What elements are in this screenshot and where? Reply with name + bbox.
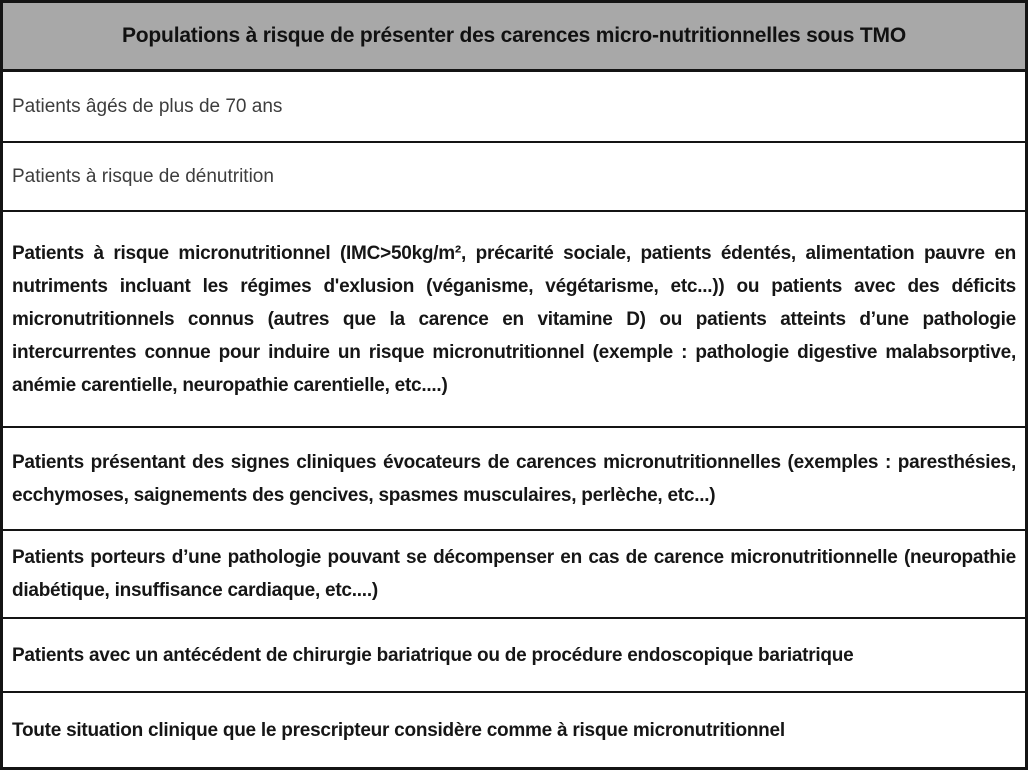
row-text: Patients à risque micronutritionnel (IMC>50kg/m², précarité sociale, patients édentés, alimentation pauvre en nutriments incluant les régimes d'exlusion (véganisme, végétarisme, etc...)) ou patients avec des déficits micronutritionnels connus (autres que la carence en vitamine D) ou patients atteints d’une pathologie intercurrentes connue pour induire un risque micronutritionnel (exemple : pathologie digestive malabsorptive, anémie carentielle, neuropathie carentielle, etc....)	[12, 242, 1016, 396]
table-row-micronutritional-risk	[3, 212, 1025, 428]
table-row-denutrition-risk	[3, 143, 1025, 212]
table-row-prescriber-judgment	[3, 693, 1025, 767]
row-text: Patients présentant des signes cliniques évocateurs de carences micronutritionnelles (exemples : paresthésies, ecchymoses, saignements des gencives, spasmes musculaires, perlèche, etc...)	[12, 451, 1016, 506]
row-text: Patients à risque de dénutrition	[12, 165, 274, 187]
row-text: Toute situation clinique que le prescripteur considère comme à risque micronutritionnel	[12, 719, 785, 741]
table-row-bariatric-history	[3, 619, 1025, 693]
table-row-decompensation-pathology	[3, 531, 1025, 619]
table-row-patients-over-70	[3, 72, 1025, 143]
row-text: Patients âgés de plus de 70 ans	[12, 95, 283, 117]
row-text: Patients avec un antécédent de chirurgie bariatrique ou de procédure endoscopique bariatrique	[12, 644, 854, 666]
row-text: Patients porteurs d’une pathologie pouvant se décompenser en cas de carence micronutritionnelle (neuropathie diabétique, insuffisance cardiaque, etc....)	[12, 547, 1016, 601]
table-header-title: Populations à risque de présenter des carences micro-nutritionnelles sous TMO	[3, 3, 1025, 72]
table-row-clinical-signs	[3, 428, 1025, 531]
